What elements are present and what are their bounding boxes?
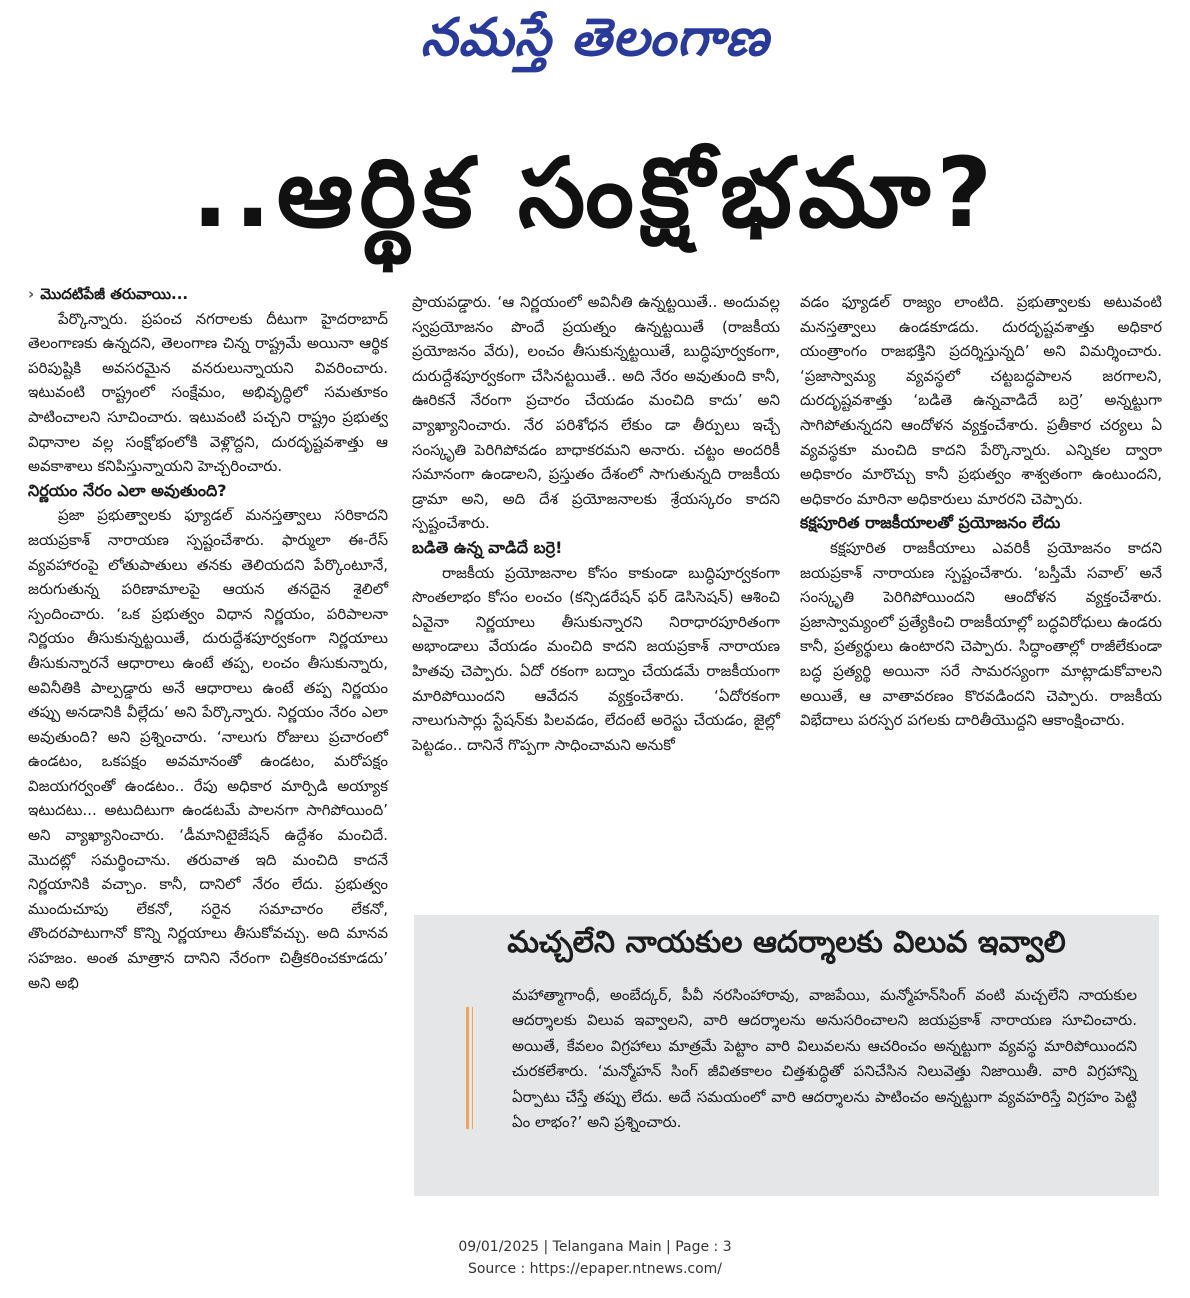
continued-from-label [28, 282, 388, 307]
paragraph: వడం ఫ్యూడల్ రాజ్యం లాంటిది. ప్రభుత్వాలకు అటువంటి మనస్తత్వాలు ఉండకూడదు. దురదృష్టవశాత్తు అధికార యంత్రాంగం రాజభక్తిని ప్రదర్శిస్తున్నది’ అని విమర్శించారు. ‘ప్రజాస్వామ్య వ్యవస్థలో చట్టబద్ధపాలన జరగాలని, దురదృష్టవశాత్తు ‘బడితె ఉన్నవాడిదే బర్రె’ అన్నట్టుగా సాగిపోతున్నదని ఆందోళన వ్యక్తంచేశారు. ప్రతీకార చర్యలు ఏ వ్యవస్థకూ మంచిది కాదని పేర్కొన్నారు. ఎన్నికల ద్వారా అధికారం మారొచ్చు కానీ ప్రభుత్వం శాశ్వతంగా ఉంటుందని, అధికారం మారినా అధికారులు మారరని చెప్పారు. [800, 293, 1162, 508]
article-column-2 [412, 290, 780, 757]
highlight-box [414, 915, 1159, 1196]
footer [0, 1236, 1190, 1280]
paragraph: పేర్కొన్నారు. ప్రపంచ నగరాలకు దీటుగా హైదరాబాద్ తెలంగాణకు ఉన్నదని, తెలంగాణ చిన్న రాష్ట్రమే అయినా ఆర్థిక పరిపుష్టికి అవసరమైన వనరులున్నాయని వివరించారు. ఇటువంటి రాష్ట్రంలో సంక్షేమం, అభివృద్ధిలో సమతూకం పాటించాలని సూచించారు. ఇటువంటి పచ్చని రాష్ట్రం ప్రభుత్వ విధానాల వల్ల సంక్షోభంలోకి వెళ్లొద్దని, దురదృష్టవశాత్తు ఆ అవకాశాలు కనిపిస్తున్నాయని హెచ్చరించారు. [28, 309, 388, 476]
subheading: కక్షపూరిత రాజకీయాలతో ప్రయోజనం లేదు [800, 513, 1061, 533]
article-column-1 [28, 282, 388, 995]
paragraph: ప్రాయపడ్డారు. ‘ఆ నిర్ణయంలో అవినీతి ఉన్నట్టయితే.. అందువల్ల స్వప్రయోజనం పొందే ప్రయత్నం ఉన్నట్టయితే (రాజకీయ ప్రయోజనం వేరు), లంచం తీసుకున్నట్టయితే, బుద్ధిపూర్వకంగా, దురుద్దేశపూర్వకంగా చేసినట్టయితే.. అది నేరం అవుతుంది కానీ, ఊరికనే నేరంగా ప్రచారం చేయడం మంచిది కాదు’ అని వ్యాఖ్యానించారు. నేర పరిశోధన లేకుం డా తీర్పులు ఇచ్చే సంస్కృతి పెరిగిపోవడం బాధాకరమని అనారు. చట్టం అందరికీ సమానంగా ఉండాలని, ప్రస్తుతం దేశంలో సాగుతున్నది రాజకీయ డ్రామా అని, అది దేశ ప్రయోజనాలకు శ్రేయస్కరం కాదని స్పష్టంచేశారు. [412, 293, 780, 533]
subheading: బడితె ఉన్న వాడిదే బర్రె! [412, 537, 563, 557]
box-heading: మచ్చలేని నాయకుల ఆదర్శాలకు విలువ ఇవ్వాలి [507, 925, 1066, 960]
footer-date-line: 09/01/2025 | Telangana Main | Page : 3 [458, 1239, 732, 1255]
paragraph: ప్రజా ప్రభుత్వాలకు ఫ్యూడల్ మనస్తత్వాలు సరికాదని జయప్రకాశ్ నారాయణ స్పష్టంచేశారు. ఫార్ములా ఈ-రేస్ వ్యవహారంపై లోతుపాతులు తనకు తెలియదని పేర్కొంటూనే, జరుగుతున్న పరిణామాలపై ఆయన తనదైన శైలిలో స్పందించారు. ‘ఒక ప్రభుత్వం విధాన నిర్ణయం, పరిపాలనా నిర్ణయం తీసుకున్నట్టయితే, దురుద్దేశపూర్వకంగా నిర్ణయాలు తీసుకున్నారనే ఆధారాలు ఉంటే తప్ప, లంచం తీసుకున్నారు, అవినీతికి పాల్పడ్డారు అనే ఆధారాలు ఉంటే తప్ప నిర్ణయం తప్పు అనడానికి వీల్లేదు’ అని పేర్కొన్నారు. నిర్ణయం నేరం ఎలా అవుతుంది? అని ప్రశ్నించారు. ‘నాలుగు రోజులు ప్రచారంలో ఉండటం, ఒకపక్షం అవమానంతో ఉండటం, మరోపక్షం విజయగర్వంతో ఉండటం.. రేపు అధికార మార్పిడి అయ్యాక ఇటుదటు... అటుదిటుగా ఉండటమే పాలనగా సాగిపోయింది’ అని వ్యాఖ్యానించారు. ‘డీమానిటైజేషన్ ఉద్దేశం మంచిదే. మొదట్లో సమర్థించాను. తరువాత ఇది మంచిది కాదనే నిర్ణయానికి వచ్చాం. కానీ, దానిలో నేరం లేదు. ప్రభుత్వం ముందుచూపు లేకనో, సరైన సమాచారం లేకనో, తొందరపాటుగానో కొన్ని నిర్ణయాలు తీసుకోవచ్చు. అది మానవ సహజం. అంత మాత్రాన దానిని నేరంగా చిత్రీకరించకూడదు’ అని అభి [28, 506, 388, 992]
masthead-logo: నమస్తే తెలంగాణ [420, 8, 770, 68]
paragraph: కక్షపూరిత రాజకీయాలు ఎవరికీ ప్రయోజనం కాదని జయప్రకాశ్ నారాయణ స్పష్టంచేశారు. ‘బస్తీమే సవాల్’ అనే సంస్కృతి పెరిగిపోయిందని ఆందోళన వ్యక్తంచేశారు. ప్రజాస్వామ్యంలో ప్రత్యేకించి రాజకీయాల్లో బద్ధవిరోధులు ఉండరు కానీ, ప్రత్యర్థులు ఉంటారని చెప్పారు. సిద్ధాంతాల్లో రాజీలేకుండా బద్ధ ప్రత్యర్థి అయినా సరే సామరస్యంగా మాట్లాడుకోవాలని అయితే, ఆ వాతావరణం కొరవడిందని చెప్పారు. రాజకీయ విభేదాలు పరస్పర పగలకు దారితీయొద్దని ఆకాంక్షించారు. [800, 538, 1162, 730]
headline: ..ఆర్థిక సంక్షోభమా? [191, 137, 999, 249]
decorative-bar [466, 1007, 469, 1129]
footer-source-line: Source : https://epaper.ntnews.com/ [467, 1261, 723, 1277]
chevron-right-icon: › [28, 285, 35, 303]
continued-text: మొదటిపేజీ తరువాయి... [40, 285, 189, 303]
subheading: నిర్ణయం నేరం ఎలా అవుతుంది? [28, 480, 227, 500]
paragraph: రాజకీయ ప్రయోజనాల కోసం కాకుండా బుద్ధిపూర్వకంగా సొంతలాభం కోసం లంచం (కన్సిడరేషన్ ఫర్ డెసిసెషన్) ఆశించి ఏవైనా నిర్ణయాలు తీసుకున్నారని నిరాధారపూరితంగా అభాండాలు వేయడం మంచిది కాదని జయప్రకాశ్ నారాయణ హితవు చెప్పారు. ఏదో రకంగా బద్నాం చేయడమే రాజకీయంగా మారిపోయిందని ఆవేదన వ్యక్తంచేశారు. ‘ఏదోరకంగా నాలుగుసార్లు స్టేషన్‌కు పిలవడం, లేదంటే అరెస్టు చేయడం, జైల్లో పెట్టడం.. దానినే గొప్పగా సాధించామని అనుకో [412, 563, 780, 754]
article-column-3 [800, 290, 1162, 733]
decorative-bar [472, 1007, 473, 1129]
box-body: మహాత్మాగాంధీ, అంబేద్కర్, పీవీ నరసింహారావు, వాజపేయి, మన్మోహన్‌సింగ్ వంటి మచ్చలేని నాయకుల ఆదర్శాలకు విలువ ఇవ్వాలని, వారి ఆదర్శాలను అనుసరించాలని జయప్రకాశ్ నారాయణ సూచించారు. అయితే, కేవలం విగ్రహాలు మాత్రమే పెట్టాం వారి విలువలను ఆచరించం అన్నట్టుగా వ్యవస్థ మారిపోయిందని చురకలేశారు. ‘మన్మోహన్ సింగ్ జీవితకాలం చిత్తశుద్ధితో పనిచేసిన నిలువెత్తు నిజాయితీ. వారి విగ్రహాన్ని ఏర్పాటు చేస్తే తప్పు లేదు. అదే సమయంలో వారి ఆదర్శాలను పాటించం అన్నట్టుగా వ్యవహరిస్తే విగ్రహం పెట్టి ఏం లాభం?’ అని ప్రశ్నించారు. [512, 986, 1137, 1132]
